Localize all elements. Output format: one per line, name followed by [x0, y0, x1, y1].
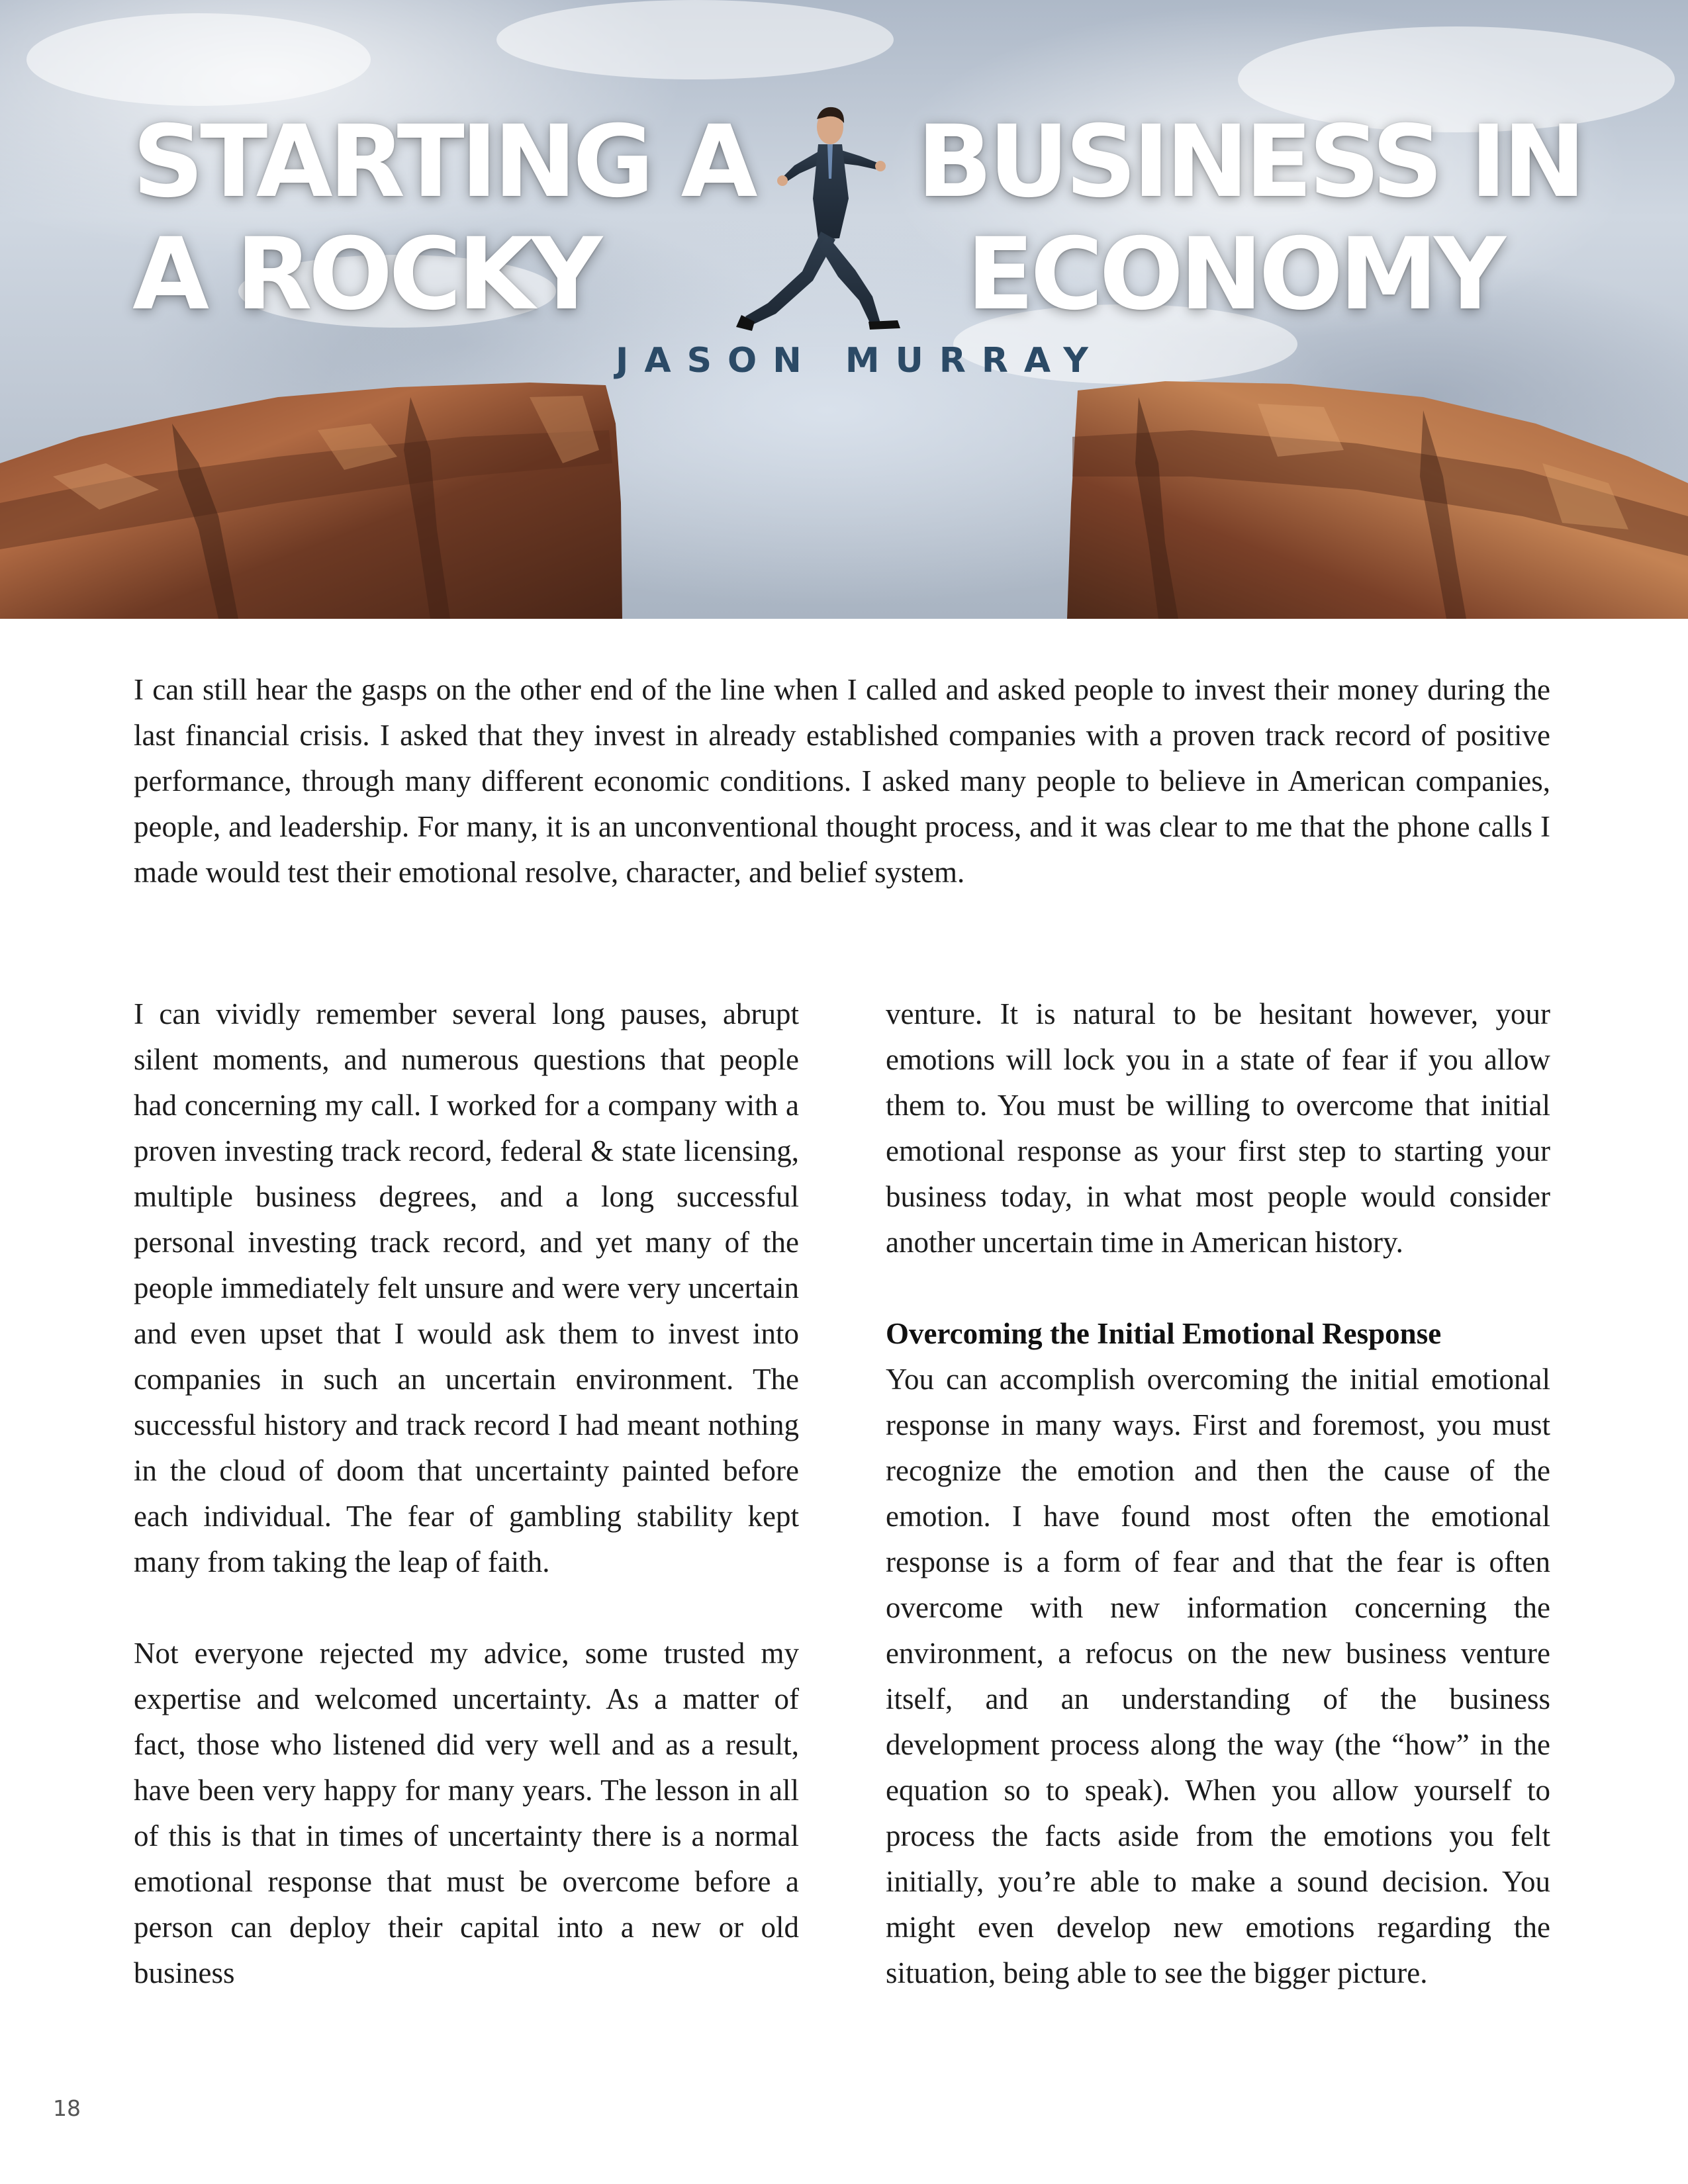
- left-paragraph-2: Not everyone rejected my advice, some trusted my expertise and welcomed uncertainty. As a matter of fact, those who listened did very well and as a result, have been very happy for many years. The lesson in all of this is that in times of uncertainty there is a normal emotional response that must be overcome before a person can deploy their capital into a new or old business: [134, 1637, 799, 1989]
- title-line-2: BUSINESS IN: [917, 105, 1582, 220]
- businessman-figure: [736, 107, 900, 331]
- title-line-1: STARTING A: [132, 105, 754, 220]
- right-paragraph-1: venture. It is natural to be hesitant however, your emotions will lock you in a state of fear if you allow them to. You must be willing to overcome that initial emotional response as your first step to starting your business today, in what most people would consider another uncertain time in American history.: [886, 997, 1550, 1259]
- section-heading: Overcoming the Initial Emotional Response: [886, 1317, 1442, 1350]
- section-paragraph: You can accomplish overcoming the initial emotional response in many ways. First and foremost, you must recognize the emotion and then the cause of the emotion. I have found most often the emotional response is a form of fear and that the fear is often overcome with new information concerning the environment, a refocus on the new business venture itself, and an understanding of the business development process along the way (the “how” in the equation so to speak). When you allow yourself to process the facts aside from the emotions you felt initially, you’re able to make a sound decision. You might even develop new emotions regarding the situation, being able to see the bigger picture.: [886, 1363, 1550, 1989]
- title-line-4: ECONOMY: [966, 217, 1503, 332]
- left-column: [134, 991, 799, 1996]
- right-column: [886, 991, 1550, 1996]
- author-name: JASON MURRAY: [616, 341, 1104, 381]
- hero-banner: [0, 0, 1688, 619]
- intro-paragraph: I can still hear the gasps on the other end of the line when I called and asked people to invest their money during the last financial crisis. I asked that they invest in already established companies with a proven track record of positive performance, through many different economic conditions. I asked many people to believe in American companies, people, and leadership. For many, it is an unconventional thought process, and it was clear to me that the phone calls I made would test their emotional resolve, character, and belief system.: [134, 673, 1550, 889]
- title-line-3: A ROCKY: [132, 217, 599, 332]
- page-number: 18: [53, 2095, 81, 2121]
- left-paragraph-1: I can vividly remember several long pauses, abrupt silent moments, and numerous questions that people had concerning my call. I worked for a company with a proven investing track record, federal & state licensing, multiple business degrees, and a long successful personal investing track record, and yet many of the people immediately felt unsure and were very uncertain and even upset that I would ask them to invest into companies in such an uncertain environment. The successful history and track record I had meant nothing in the cloud of doom that uncertainty painted before each individual. The fear of gambling stability kept many from taking the leap of faith.: [134, 997, 799, 1578]
